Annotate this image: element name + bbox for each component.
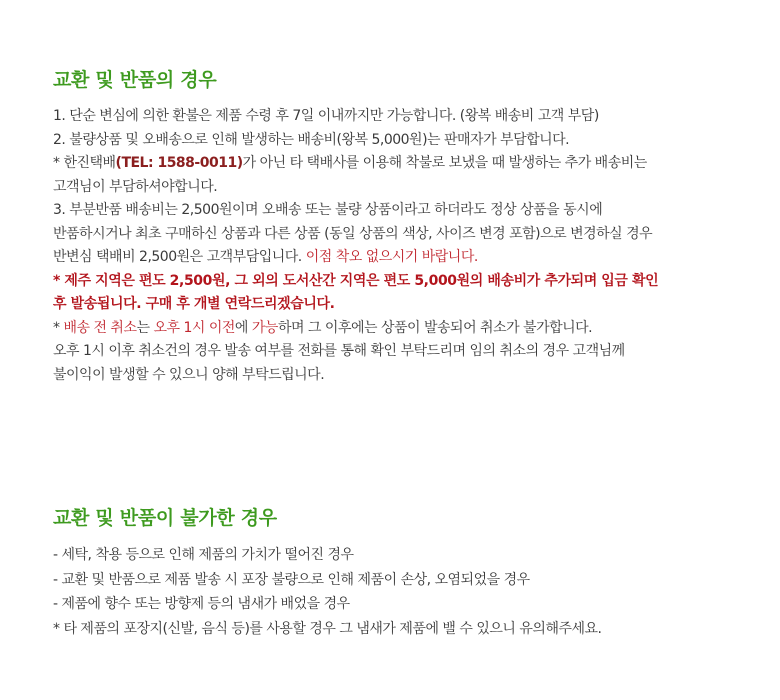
courier-phone: (TEL: 1588-0011)	[115, 155, 243, 171]
policy-line-4: 고객님이 부담하셔야합니다.	[53, 178, 218, 195]
non-returnable-item: - 제품에 향수 또는 방향제 등의 냄새가 배었을 경우	[53, 596, 350, 612]
policy-line-7-notice: 이점 착오 없으시기 바랍니다.	[305, 249, 478, 265]
policy-line-7-prefix: 반변심 택배비 2,500원은 고객부담입니다.	[53, 249, 302, 265]
policy-line-12: 불이익이 발생할 수 있으니 양해 부탁드립니다.	[53, 366, 325, 383]
policy-line-11: 오후 1시 이후 취소건의 경우 발송 여부를 전화를 통해 확인 부탁드리며 임의 취소의 경우 고객님께	[53, 343, 625, 359]
cancel-suffix: 하며 그 이후에는 상품이 발송되어 취소가 불가합니다.	[277, 319, 593, 336]
jeju-shipping-notice: * 제주 지역은 편도 2,500원, 그 외의 도서산간 지역은 편도 5,000원의 배송비가 추가되며 입금 확인	[53, 272, 659, 289]
policy-line-3-suffix: 가 아닌 타 택배사를 이용해 착불로 보냈을 때 발생하는 추가 배송비는	[242, 155, 647, 171]
exchange-return-title: 교환 및 반품의 경우	[53, 69, 217, 91]
policy-line-6: 반품하시거나 최초 구매하신 상품과 다른 상품 (동일 상품의 색상, 사이즈 변경 포함)으로 변경하실 경우	[53, 225, 653, 242]
non-returnable-title: 교환 및 반품이 불가한 경우	[53, 507, 277, 529]
jeju-shipping-notice-cont: 후 발송됩니다. 구매 후 개별 연락드리겠습니다.	[53, 296, 335, 312]
cancel-policy-line	[53, 317, 750, 341]
policy-line-2: 2. 불량상품 및 오배송으로 인해 발생하는 배송비(왕복 5,000원)는 판매자가 부담합니다.	[53, 131, 570, 148]
policy-line-1: 1. 단순 변심에 의한 환불은 제품 수령 후 7일 이내까지만 가능합니다. (왕복 배송비 고객 부담)	[53, 108, 599, 124]
cancel-star: *	[53, 319, 64, 336]
cancel-before-shipping: 배송 전 취소	[63, 319, 137, 336]
cancel-mid-1: 는	[136, 319, 154, 336]
cancel-possible: 가능	[251, 319, 278, 336]
policy-line-3	[53, 152, 750, 176]
policy-line-5: 3. 부분반품 배송비는 2,500원이며 오배송 또는 불량 상품이라고 하더라도 정상 상품을 동시에	[53, 202, 603, 218]
cancel-before-1pm: 오후 1시 이전	[153, 319, 235, 336]
cancel-mid-2: 에	[234, 319, 252, 336]
policy-line-3-prefix: * 한진택배	[53, 155, 116, 171]
exchange-return-section	[53, 67, 750, 387]
non-returnable-item: * 타 제품의 포장지(신발, 음식 등)를 사용할 경우 그 냄새가 제품에 밸 수 있으니 유의해주세요.	[53, 620, 602, 637]
non-returnable-item: - 세탁, 착용 등으로 인해 제품의 가치가 떨어진 경우	[53, 547, 354, 563]
non-returnable-item: - 교환 및 반품으로 제품 발송 시 포장 불량으로 인해 제품이 손상, 오염되었을 경우	[53, 571, 530, 588]
policy-line-7	[53, 246, 750, 270]
non-returnable-section	[53, 505, 750, 641]
